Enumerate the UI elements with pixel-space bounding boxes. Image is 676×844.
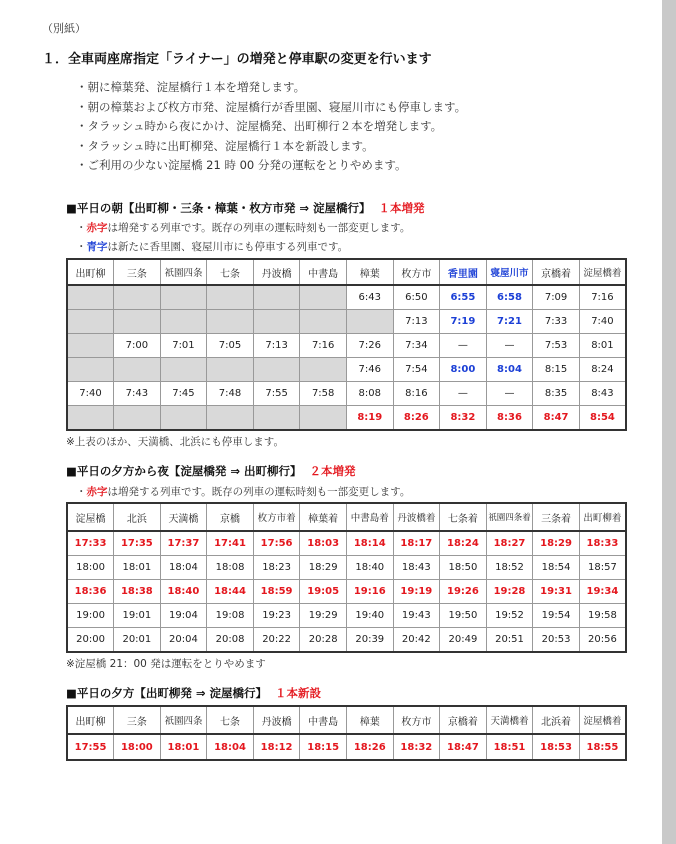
time-cell: 20:42 (393, 628, 440, 653)
column-header: 丹波橋着 (393, 503, 440, 531)
time-cell: — (486, 382, 533, 406)
column-header: 淀屋橋着 (579, 259, 626, 285)
time-cell (207, 358, 254, 382)
section-evening-title (66, 463, 356, 479)
time-cell: 19:34 (579, 580, 626, 604)
time-cell: 17:41 (207, 531, 254, 556)
column-header: 天満橋 (160, 503, 207, 531)
time-cell: 19:16 (346, 580, 393, 604)
time-cell: 18:29 (300, 556, 347, 580)
table-row (67, 580, 626, 604)
time-cell (114, 358, 161, 382)
time-cell: 19:00 (67, 604, 114, 628)
table-row (67, 531, 626, 556)
table-row (67, 285, 626, 310)
time-cell (253, 285, 300, 310)
time-cell: 7:01 (160, 334, 207, 358)
column-header: 三条 (114, 259, 161, 285)
blue-legend-word: 青字 (86, 241, 108, 253)
time-cell: 18:15 (300, 734, 347, 760)
time-cell: 19:52 (486, 604, 533, 628)
time-cell: 7:09 (533, 285, 580, 310)
column-header: 七条着 (440, 503, 487, 531)
column-header: 丹波橋 (253, 259, 300, 285)
annex-label: （別紙） (42, 22, 86, 35)
time-cell: 20:49 (440, 628, 487, 653)
time-cell: 18:04 (160, 556, 207, 580)
time-cell: 18:04 (207, 734, 254, 760)
time-cell: 7:19 (440, 310, 487, 334)
column-header: 淀屋橋着 (579, 706, 626, 734)
time-cell: 8:36 (486, 406, 533, 431)
time-cell: 8:04 (486, 358, 533, 382)
section-morning-note-blue: ・青字は新たに香里園、寝屋川市にも停車する列車です。 (76, 241, 349, 253)
time-cell: 8:47 (533, 406, 580, 431)
time-cell: 7:46 (346, 358, 393, 382)
time-cell: 7:54 (393, 358, 440, 382)
column-header: 中書島着 (346, 503, 393, 531)
section-evening-note-red: ・赤字は増発する列車です。既存の列車の運転時刻も一部変更します。 (76, 486, 411, 498)
time-cell: 19:08 (207, 604, 254, 628)
column-header: 樟葉 (346, 706, 393, 734)
column-header: 樟葉 (346, 259, 393, 285)
time-cell: 18:40 (346, 556, 393, 580)
table-row (67, 628, 626, 653)
column-header: 中書島 (300, 706, 347, 734)
column-header: 丹波橋 (253, 706, 300, 734)
column-header: 祇園四条 (160, 706, 207, 734)
time-cell (67, 334, 114, 358)
time-cell: 7:33 (533, 310, 580, 334)
time-cell: 20:00 (67, 628, 114, 653)
time-cell: 18:23 (253, 556, 300, 580)
time-cell: 18:38 (114, 580, 161, 604)
time-cell: 6:55 (440, 285, 487, 310)
column-header: 七条 (207, 259, 254, 285)
time-cell (160, 310, 207, 334)
time-cell: 18:12 (253, 734, 300, 760)
time-cell (253, 406, 300, 431)
time-cell: 8:15 (533, 358, 580, 382)
time-cell (300, 406, 347, 431)
time-cell: 19:23 (253, 604, 300, 628)
time-cell: 20:39 (346, 628, 393, 653)
time-cell: 19:54 (533, 604, 580, 628)
time-cell: 18:57 (579, 556, 626, 580)
time-cell: 7:13 (253, 334, 300, 358)
time-cell (160, 358, 207, 382)
time-cell: 8:08 (346, 382, 393, 406)
time-cell (67, 358, 114, 382)
time-cell: 18:33 (579, 531, 626, 556)
time-cell: 7:21 (486, 310, 533, 334)
time-cell: 17:33 (67, 531, 114, 556)
time-cell: 17:56 (253, 531, 300, 556)
time-cell: 19:58 (579, 604, 626, 628)
time-cell: 20:51 (486, 628, 533, 653)
time-cell: 18:08 (207, 556, 254, 580)
time-cell: 18:26 (346, 734, 393, 760)
time-cell: 8:26 (393, 406, 440, 431)
time-cell: 18:32 (393, 734, 440, 760)
time-cell (207, 285, 254, 310)
time-cell: 7:13 (393, 310, 440, 334)
time-cell: — (440, 382, 487, 406)
time-cell: 18:55 (579, 734, 626, 760)
time-cell (160, 406, 207, 431)
time-cell: 20:56 (579, 628, 626, 653)
column-header: 枚方市着 (253, 503, 300, 531)
column-header: 七条 (207, 706, 254, 734)
time-cell: 20:53 (533, 628, 580, 653)
time-cell: 7:40 (579, 310, 626, 334)
time-cell: 8:54 (579, 406, 626, 431)
time-cell: 18:24 (440, 531, 487, 556)
time-cell (207, 310, 254, 334)
header-row (67, 706, 626, 734)
column-header: 樟葉着 (300, 503, 347, 531)
red-legend-text: は増発する列車です。既存の列車の運転時刻も一部変更します。 (107, 222, 411, 234)
time-cell: 20:08 (207, 628, 254, 653)
time-cell: 20:04 (160, 628, 207, 653)
time-cell: 18:53 (533, 734, 580, 760)
list-item: ・タラッシュ時に出町柳発、淀屋橋行１本を新設します。 (76, 138, 374, 153)
time-cell: 8:16 (393, 382, 440, 406)
time-cell: 8:00 (440, 358, 487, 382)
time-cell: 19:01 (114, 604, 161, 628)
time-cell: 8:32 (440, 406, 487, 431)
time-cell: 18:01 (160, 734, 207, 760)
time-cell: 19:05 (300, 580, 347, 604)
section-title-text: ■平日の朝【出町柳・三条・樟葉・枚方市発 ⇒ 淀屋橋行】 (66, 201, 371, 215)
page-title: １．全車両座席指定「ライナー」の増発と停車駅の変更を行います (42, 52, 432, 67)
section-title-text: ■平日の夕方から夜【淀屋橋発 ⇒ 出町柳行】 (66, 464, 302, 478)
time-cell: 18:52 (486, 556, 533, 580)
new-train-timetable (66, 705, 627, 761)
section-accent: ２本増発 (309, 464, 356, 478)
column-header: 出町柳 (67, 259, 114, 285)
time-cell: 19:29 (300, 604, 347, 628)
summary-list (76, 78, 466, 176)
time-cell: 7:40 (67, 382, 114, 406)
section-accent: １本増発 (378, 201, 425, 215)
time-cell: 19:43 (393, 604, 440, 628)
section-new-train-title (66, 685, 321, 701)
time-cell: 7:45 (160, 382, 207, 406)
list-item: ・朝の樟葉および枚方市発、淀屋橋行が香里園、寝屋川市にも停車します。 (76, 99, 467, 114)
time-cell: 7:34 (393, 334, 440, 358)
time-cell: 8:01 (579, 334, 626, 358)
column-header: 三条着 (533, 503, 580, 531)
time-cell: 6:58 (486, 285, 533, 310)
column-header: 出町柳着 (579, 503, 626, 531)
column-header: 香里園 (440, 259, 487, 285)
red-legend-word: 赤字 (86, 486, 108, 498)
section-accent: １本新設 (275, 686, 322, 700)
time-cell (114, 285, 161, 310)
table-row (67, 334, 626, 358)
time-cell: 7:26 (346, 334, 393, 358)
time-cell: 8:24 (579, 358, 626, 382)
time-cell: 18:27 (486, 531, 533, 556)
time-cell: 18:43 (393, 556, 440, 580)
time-cell: 19:31 (533, 580, 580, 604)
time-cell (300, 310, 347, 334)
list-item: ・朝に樟葉発、淀屋橋行１本を増発します。 (76, 80, 306, 94)
time-cell: 20:28 (300, 628, 347, 653)
section-evening-footnote: ※淀屋橋 21：00 発は運転をとりやめます (66, 658, 266, 670)
time-cell: 7:16 (579, 285, 626, 310)
time-cell: 20:01 (114, 628, 161, 653)
time-cell: 18:01 (114, 556, 161, 580)
time-cell: 8:43 (579, 382, 626, 406)
table-row (67, 604, 626, 628)
time-cell: 7:43 (114, 382, 161, 406)
time-cell: 20:22 (253, 628, 300, 653)
time-cell: 18:00 (114, 734, 161, 760)
column-header: 天満橋着 (486, 706, 533, 734)
column-header: 出町柳 (67, 706, 114, 734)
time-cell (346, 310, 393, 334)
time-cell: 8:19 (346, 406, 393, 431)
time-cell: 18:14 (346, 531, 393, 556)
column-header: 京橋着 (440, 706, 487, 734)
time-cell (67, 285, 114, 310)
time-cell: 7:16 (300, 334, 347, 358)
column-header: 北浜 (114, 503, 161, 531)
table-row (67, 734, 626, 760)
time-cell: 7:48 (207, 382, 254, 406)
time-cell: 18:50 (440, 556, 487, 580)
time-cell (300, 358, 347, 382)
red-legend-text: は増発する列車です。既存の列車の運転時刻も一部変更します。 (107, 486, 411, 498)
morning-timetable (66, 258, 627, 431)
column-header: 枚方市 (393, 259, 440, 285)
list-item: ・ご利用の少ない淀屋橋 21 時 00 分発の運転をとりやめます。 (76, 158, 407, 172)
time-cell: 19:28 (486, 580, 533, 604)
header-row (67, 503, 626, 531)
time-cell: 18:47 (440, 734, 487, 760)
time-cell: 18:36 (67, 580, 114, 604)
time-cell (114, 310, 161, 334)
time-cell: 19:40 (346, 604, 393, 628)
column-header: 北浜着 (533, 706, 580, 734)
column-header: 三条 (114, 706, 161, 734)
time-cell (207, 406, 254, 431)
time-cell: 18:29 (533, 531, 580, 556)
time-cell: 19:50 (440, 604, 487, 628)
column-header: 寝屋川市 (486, 259, 533, 285)
time-cell: 7:58 (300, 382, 347, 406)
time-cell: 18:59 (253, 580, 300, 604)
time-cell (160, 285, 207, 310)
section-morning-title (66, 200, 425, 216)
section-title-text: ■平日の夕方【出町柳発 ⇒ 淀屋橋行】 (66, 686, 268, 700)
column-header: 京橋着 (533, 259, 580, 285)
list-item: ・タラッシュ時から夜にかけ、淀屋橋発、出町柳行２本を増発します。 (76, 119, 443, 133)
time-cell: 18:17 (393, 531, 440, 556)
time-cell: 7:05 (207, 334, 254, 358)
section-morning-note-red: ・赤字は増発する列車です。既存の列車の運転時刻も一部変更します。 (76, 222, 411, 234)
time-cell: 17:55 (67, 734, 114, 760)
column-header: 中書島 (300, 259, 347, 285)
column-header: 淀屋橋 (67, 503, 114, 531)
time-cell: 18:44 (207, 580, 254, 604)
time-cell: 18:03 (300, 531, 347, 556)
time-cell (114, 406, 161, 431)
time-cell: 18:40 (160, 580, 207, 604)
column-header: 祇園四条 (160, 259, 207, 285)
column-header: 枚方市 (393, 706, 440, 734)
time-cell: — (440, 334, 487, 358)
blue-legend-text: は新たに香里園、寝屋川市にも停車する列車です。 (107, 241, 349, 253)
time-cell: 18:51 (486, 734, 533, 760)
column-header: 祇園四条着 (486, 503, 533, 531)
time-cell (67, 310, 114, 334)
time-cell: 17:37 (160, 531, 207, 556)
time-cell: 7:00 (114, 334, 161, 358)
time-cell (253, 358, 300, 382)
evening-timetable (66, 502, 627, 653)
time-cell: 8:35 (533, 382, 580, 406)
time-cell: 7:53 (533, 334, 580, 358)
time-cell: 18:00 (67, 556, 114, 580)
column-header: 京橋 (207, 503, 254, 531)
table-row (67, 382, 626, 406)
time-cell: 18:54 (533, 556, 580, 580)
time-cell: 19:04 (160, 604, 207, 628)
time-cell (67, 406, 114, 431)
section-morning-footnote: ※上表のほか、天満橋、北浜にも停車します。 (66, 436, 284, 448)
table-row (67, 406, 626, 431)
time-cell: 7:55 (253, 382, 300, 406)
table-row (67, 310, 626, 334)
time-cell (300, 285, 347, 310)
time-cell: 19:26 (440, 580, 487, 604)
time-cell (253, 310, 300, 334)
time-cell: — (486, 334, 533, 358)
time-cell: 19:19 (393, 580, 440, 604)
time-cell: 6:50 (393, 285, 440, 310)
table-row (67, 556, 626, 580)
red-legend-word: 赤字 (86, 222, 108, 234)
header-row (67, 259, 626, 285)
time-cell: 17:35 (114, 531, 161, 556)
page-edge (662, 0, 676, 844)
table-row (67, 358, 626, 382)
time-cell: 6:43 (346, 285, 393, 310)
